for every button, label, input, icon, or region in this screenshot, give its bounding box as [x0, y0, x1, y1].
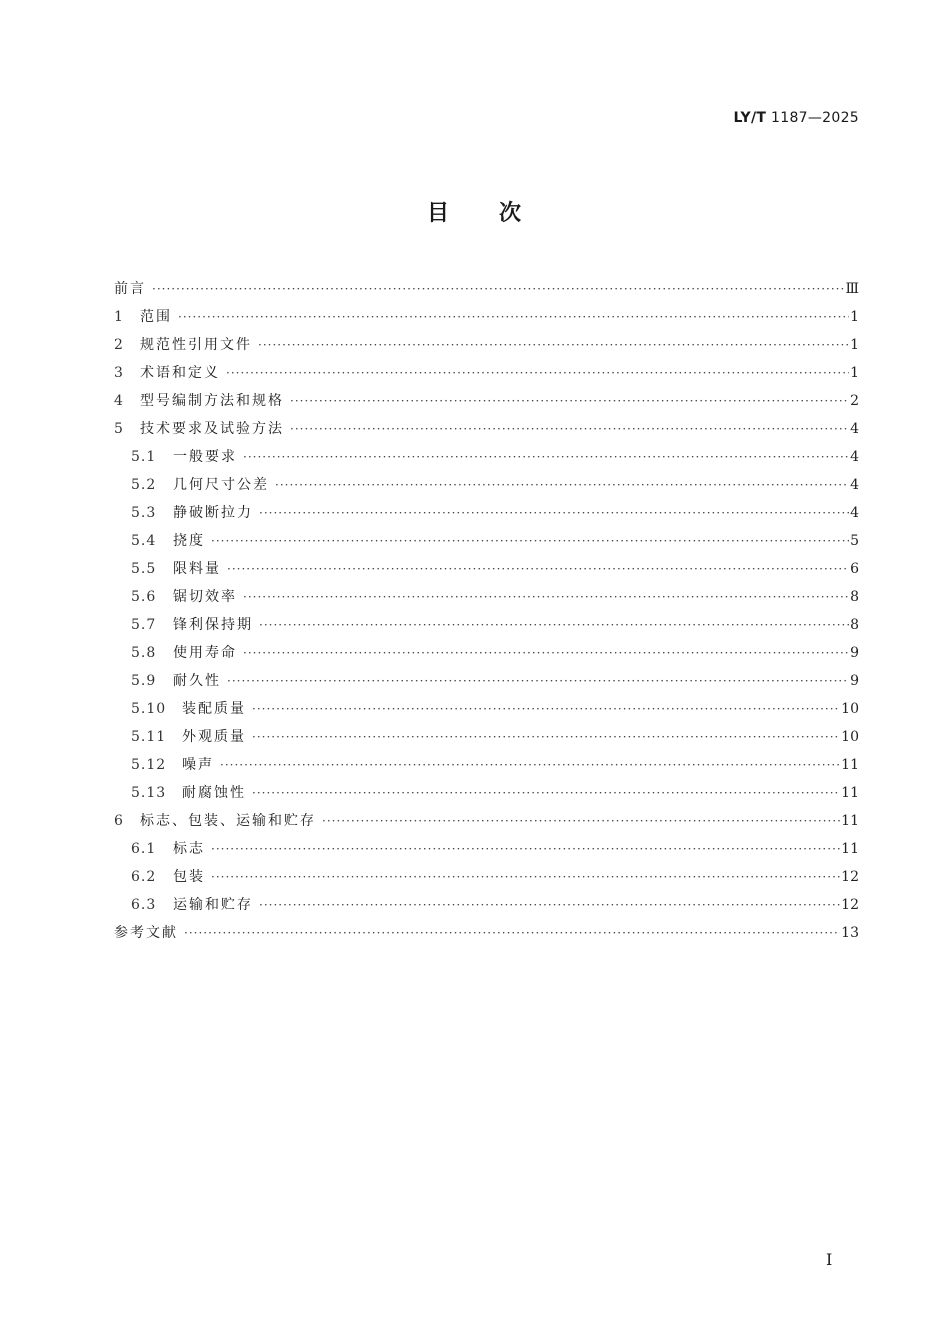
- toc-dot-leader: [227, 555, 849, 583]
- toc-dot-leader: [220, 751, 840, 779]
- toc-entry-number: 5.10: [131, 701, 167, 717]
- toc-entry-text: 型号编制方法和规格: [140, 393, 284, 409]
- toc-dot-leader: [259, 611, 849, 639]
- toc-entry-number: 5.2: [131, 477, 157, 493]
- toc-entry-text: 耐腐蚀性: [182, 785, 246, 801]
- toc-entry-page: 12: [841, 869, 859, 885]
- toc-entry-text: 运输和贮存: [173, 897, 253, 913]
- toc-entry-page: 4: [850, 505, 859, 521]
- toc-entry-text: 锯切效率: [173, 589, 237, 605]
- toc-dot-leader: [290, 415, 849, 443]
- toc-entry-text: 包装: [173, 869, 205, 885]
- toc-entry-number: 5.8: [131, 645, 157, 661]
- toc-entry-number: 5.11: [131, 729, 167, 745]
- toc-dot-leader: [243, 639, 849, 667]
- toc-entry-text: 限料量: [173, 561, 221, 577]
- toc-entry-text: 一般要求: [173, 449, 237, 465]
- toc-entry-number: 5.6: [131, 589, 157, 605]
- toc-entry-text: 锋利保持期: [173, 617, 253, 633]
- toc-entry-number: 5: [114, 421, 124, 437]
- toc-entry-page: 4: [850, 477, 859, 493]
- page-number: I: [826, 1250, 833, 1269]
- toc-entry-5-3[interactable]: [114, 499, 859, 527]
- toc-entry-1[interactable]: [114, 303, 859, 331]
- toc-dot-leader: [252, 723, 840, 751]
- toc-entry-number: 4: [114, 393, 124, 409]
- toc-dot-leader: [252, 695, 840, 723]
- toc-dot-leader: [259, 891, 840, 919]
- standard-code: [734, 110, 859, 126]
- toc-entry-text: 技术要求及试验方法: [140, 421, 284, 437]
- toc-entry-page: 4: [850, 421, 859, 437]
- toc-entry-page: 2: [850, 393, 859, 409]
- toc-entry-text: 标志: [173, 841, 205, 857]
- toc-entry-6-3[interactable]: [114, 891, 859, 919]
- toc-entry-text: 参考文献: [114, 925, 178, 941]
- toc-entry-5-4[interactable]: [114, 527, 859, 555]
- toc-entry-number: 5.5: [131, 561, 157, 577]
- toc-entry-foreword[interactable]: [114, 275, 859, 303]
- toc-entry-number: 3: [114, 365, 124, 381]
- toc-dot-leader: [211, 863, 840, 891]
- toc-entry-page: 11: [841, 813, 859, 829]
- toc-dot-leader: [243, 583, 849, 611]
- toc-dot-leader: [290, 387, 849, 415]
- toc-entry-number: 1: [114, 309, 124, 325]
- toc-entry-page: 8: [850, 589, 859, 605]
- toc-entry-text: 挠度: [173, 533, 205, 549]
- toc-entry-page: 9: [850, 645, 859, 661]
- toc-entry-page: 1: [850, 309, 859, 325]
- toc-entry-page: 5: [850, 533, 859, 549]
- toc-entry-text: 耐久性: [173, 673, 221, 689]
- toc-entry-5-13[interactable]: [114, 779, 859, 807]
- toc-entry-5-12[interactable]: [114, 751, 859, 779]
- toc-entry-5-5[interactable]: [114, 555, 859, 583]
- toc-entry-text: 前言: [114, 281, 146, 297]
- toc-entry-bibliography[interactable]: [114, 919, 859, 947]
- toc-entry-number: 6.1: [131, 841, 157, 857]
- toc-entry-number: 5.9: [131, 673, 157, 689]
- toc-entry-number: 5.3: [131, 505, 157, 521]
- toc-entry-5-10[interactable]: [114, 695, 859, 723]
- toc-dot-leader: [322, 807, 840, 835]
- toc-entry-text: 规范性引用文件: [140, 337, 252, 353]
- toc-entry-page: 13: [841, 925, 859, 941]
- toc-entry-page: 9: [850, 673, 859, 689]
- toc-entry-5-7[interactable]: [114, 611, 859, 639]
- toc-dot-leader: [226, 359, 849, 387]
- toc-entry-number: 5.12: [131, 757, 167, 773]
- standard-number: 1187—2025: [771, 110, 859, 126]
- toc-dot-leader: [178, 303, 849, 331]
- toc-entry-page: 6: [850, 561, 859, 577]
- toc-entry-5-6[interactable]: [114, 583, 859, 611]
- toc-dot-leader: [152, 275, 844, 303]
- toc-entry-5-1[interactable]: [114, 443, 859, 471]
- toc-entry-page: 4: [850, 449, 859, 465]
- toc-entry-text: 使用寿命: [173, 645, 237, 661]
- toc-dot-leader: [211, 527, 849, 555]
- toc-entry-text: 噪声: [182, 757, 214, 773]
- standard-prefix: LY/T: [733, 110, 767, 126]
- toc-dot-leader: [211, 835, 840, 863]
- toc-entry-text: 几何尺寸公差: [173, 477, 269, 493]
- toc-entry-text: 装配质量: [182, 701, 246, 717]
- toc-entry-text: 静破断拉力: [173, 505, 253, 521]
- toc-entry-text: 范围: [140, 309, 172, 325]
- toc-dot-leader: [227, 667, 849, 695]
- toc-entry-5[interactable]: [114, 415, 859, 443]
- toc-dot-leader: [275, 471, 849, 499]
- toc-entry-page: Ⅲ: [845, 281, 859, 297]
- toc-entry-6-1[interactable]: [114, 835, 859, 863]
- toc-entry-page: 1: [850, 337, 859, 353]
- toc-entry-number: 6.3: [131, 897, 157, 913]
- toc-entry-text: 标志、包装、运输和贮存: [140, 813, 316, 829]
- toc-entry-3[interactable]: [114, 359, 859, 387]
- toc-entry-number: 6: [114, 813, 124, 829]
- toc-entry-number: 6.2: [131, 869, 157, 885]
- toc-entry-number: 5.7: [131, 617, 157, 633]
- toc-dot-leader: [258, 331, 849, 359]
- toc-title-char-1: 目: [426, 201, 451, 226]
- toc-entry-5-9[interactable]: [114, 667, 859, 695]
- toc-entry-4[interactable]: [114, 387, 859, 415]
- toc-entry-page: 11: [841, 785, 859, 801]
- toc-entry-page: 12: [841, 897, 859, 913]
- toc-entry-page: 10: [841, 701, 859, 717]
- toc-entry-2[interactable]: [114, 331, 859, 359]
- toc-dot-leader: [184, 919, 840, 947]
- toc-entry-number: 5.1: [131, 449, 157, 465]
- toc-dot-leader: [243, 443, 849, 471]
- toc-dot-leader: [259, 499, 849, 527]
- toc-entry-page: 11: [841, 757, 859, 773]
- toc-list: [114, 275, 859, 947]
- toc-entry-text: 术语和定义: [140, 365, 220, 381]
- toc-entry-5-8[interactable]: [114, 639, 859, 667]
- toc-entry-5-2[interactable]: [114, 471, 859, 499]
- toc-entry-text: 外观质量: [182, 729, 246, 745]
- toc-title: [0, 196, 950, 227]
- toc-entry-6-2[interactable]: [114, 863, 859, 891]
- toc-entry-5-11[interactable]: [114, 723, 859, 751]
- toc-entry-page: 1: [850, 365, 859, 381]
- toc-entry-number: 5.13: [131, 785, 167, 801]
- toc-entry-number: 2: [114, 337, 124, 353]
- toc-entry-number: 5.4: [131, 533, 157, 549]
- toc-entry-page: 10: [841, 729, 859, 745]
- toc-title-char-2: 次: [499, 201, 524, 226]
- toc-entry-page: 8: [850, 617, 859, 633]
- toc-entry-page: 11: [841, 841, 859, 857]
- toc-dot-leader: [252, 779, 840, 807]
- toc-entry-6[interactable]: [114, 807, 859, 835]
